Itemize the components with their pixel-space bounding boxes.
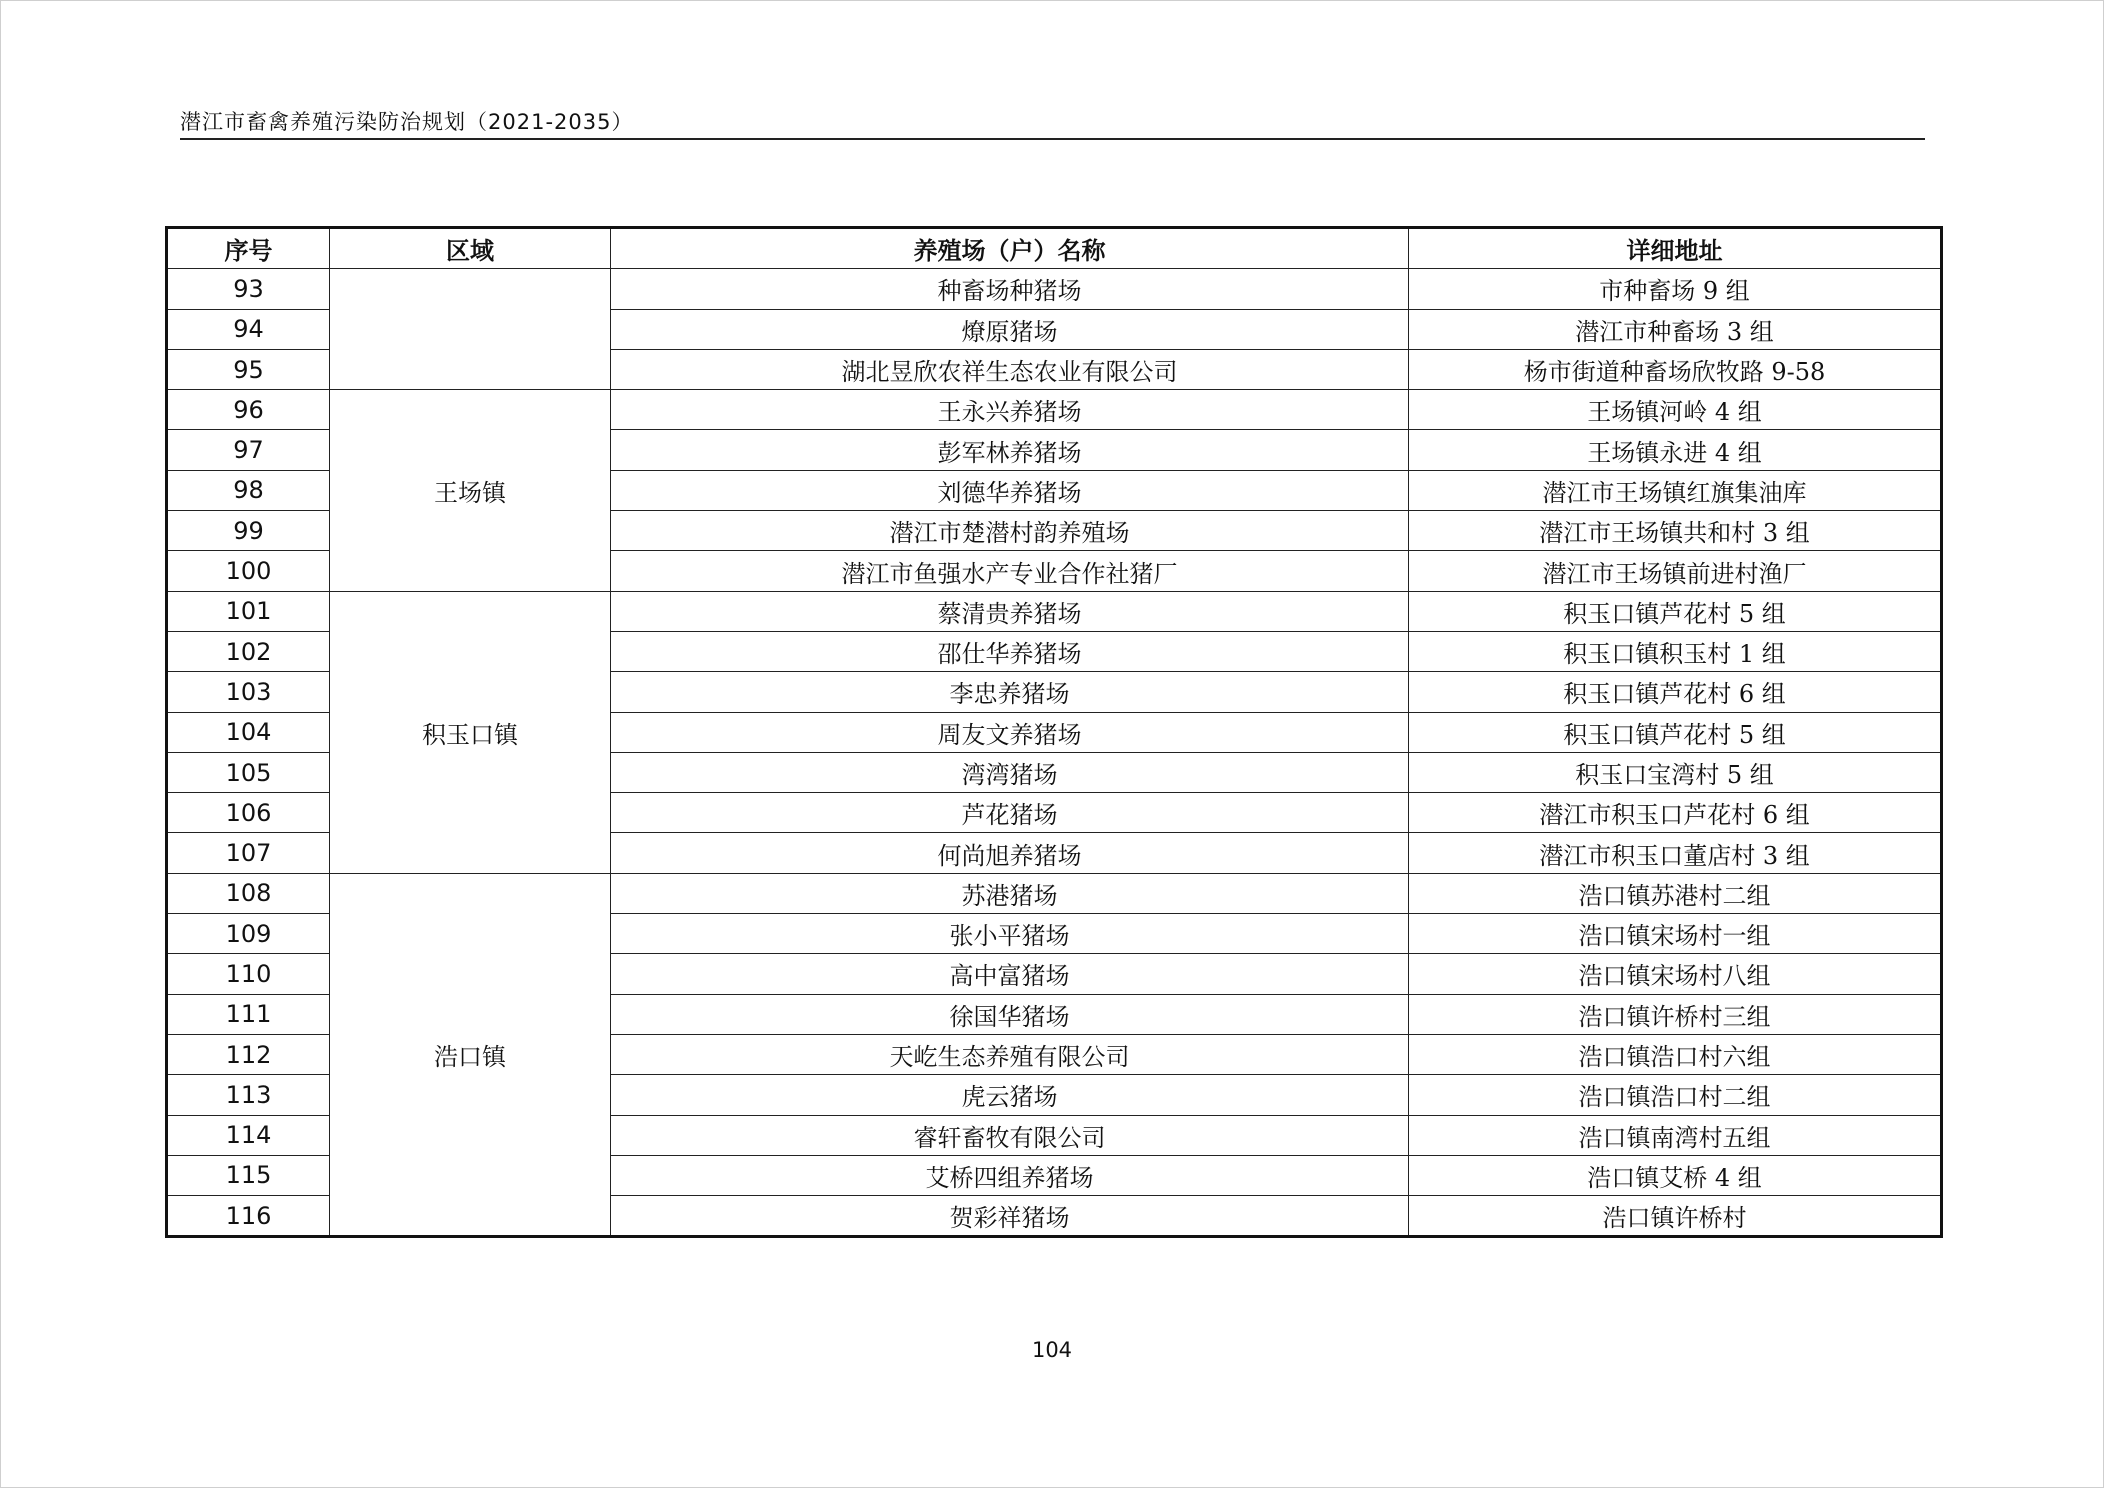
address-cell: 潜江市王场镇前进村渔厂 [1409, 551, 1942, 591]
row-number-cell: 99 [167, 511, 330, 551]
table-row [167, 269, 1942, 309]
table-body [167, 269, 1942, 1237]
address-cell: 积玉口宝湾村 5 组 [1409, 752, 1942, 792]
farm-name-cell: 周友文养猪场 [611, 712, 1409, 752]
row-number-cell: 96 [167, 390, 330, 430]
row-number-cell: 105 [167, 752, 330, 792]
row-number-cell: 115 [167, 1155, 330, 1195]
region-cell [330, 269, 611, 390]
address-cell: 浩口镇宋场村八组 [1409, 954, 1942, 994]
farm-name-cell: 睿轩畜牧有限公司 [611, 1115, 1409, 1155]
farm-name-cell: 湾湾猪场 [611, 752, 1409, 792]
address-cell: 潜江市积玉口芦花村 6 组 [1409, 793, 1942, 833]
farm-name-cell: 潜江市楚潜村韵养殖场 [611, 511, 1409, 551]
farm-name-cell: 贺彩祥猪场 [611, 1196, 1409, 1237]
farm-name-cell: 高中富猪场 [611, 954, 1409, 994]
column-header-region: 区域 [330, 228, 611, 269]
table-row [167, 873, 1942, 913]
farm-name-cell: 潜江市鱼强水产专业合作社猪厂 [611, 551, 1409, 591]
address-cell: 潜江市王场镇红旗集油库 [1409, 470, 1942, 510]
row-number-cell: 100 [167, 551, 330, 591]
row-number-cell: 108 [167, 873, 330, 913]
address-cell: 积玉口镇芦花村 6 组 [1409, 672, 1942, 712]
address-cell: 积玉口镇芦花村 5 组 [1409, 591, 1942, 631]
farm-table [165, 226, 1943, 1238]
row-number-cell: 111 [167, 994, 330, 1034]
table-row [167, 390, 1942, 430]
address-cell: 王场镇河岭 4 组 [1409, 390, 1942, 430]
address-cell: 市种畜场 9 组 [1409, 269, 1942, 309]
address-cell: 浩口镇许桥村三组 [1409, 994, 1942, 1034]
column-header-address: 详细地址 [1409, 228, 1942, 269]
farm-name-cell: 王永兴养猪场 [611, 390, 1409, 430]
row-number-cell: 106 [167, 793, 330, 833]
row-number-cell: 102 [167, 631, 330, 671]
region-cell: 王场镇 [330, 390, 611, 591]
column-header-name: 养殖场（户）名称 [611, 228, 1409, 269]
address-cell: 潜江市积玉口董店村 3 组 [1409, 833, 1942, 873]
row-number-cell: 114 [167, 1115, 330, 1155]
farm-name-cell: 天屹生态养殖有限公司 [611, 1034, 1409, 1074]
address-cell: 浩口镇苏港村二组 [1409, 873, 1942, 913]
row-number-cell: 103 [167, 672, 330, 712]
address-cell: 王场镇永进 4 组 [1409, 430, 1942, 470]
farm-name-cell: 燎原猪场 [611, 309, 1409, 349]
farm-name-cell: 邵仕华养猪场 [611, 631, 1409, 671]
document-title: 潜江市畜禽养殖污染防治规划（2021-2035） [180, 110, 634, 134]
table-header-row [167, 228, 1942, 269]
farm-name-cell: 艾桥四组养猪场 [611, 1155, 1409, 1195]
row-number-cell: 107 [167, 833, 330, 873]
address-cell: 浩口镇许桥村 [1409, 1196, 1942, 1237]
table-row [167, 591, 1942, 631]
address-cell: 浩口镇浩口村六组 [1409, 1034, 1942, 1074]
column-header-no: 序号 [167, 228, 330, 269]
address-cell: 浩口镇南湾村五组 [1409, 1115, 1942, 1155]
address-cell: 杨市街道种畜场欣牧路 9-58 [1409, 349, 1942, 389]
row-number-cell: 112 [167, 1034, 330, 1074]
address-cell: 积玉口镇芦花村 5 组 [1409, 712, 1942, 752]
address-cell: 浩口镇宋场村一组 [1409, 914, 1942, 954]
farm-name-cell: 虎云猪场 [611, 1075, 1409, 1115]
farm-name-cell: 苏港猪场 [611, 873, 1409, 913]
row-number-cell: 98 [167, 470, 330, 510]
farm-name-cell: 刘德华养猪场 [611, 470, 1409, 510]
region-cell: 积玉口镇 [330, 591, 611, 873]
farm-name-cell: 种畜场种猪场 [611, 269, 1409, 309]
page-number: 104 [1031, 1338, 1073, 1362]
farm-name-cell: 何尚旭养猪场 [611, 833, 1409, 873]
farm-name-cell: 湖北昱欣农祥生态农业有限公司 [611, 349, 1409, 389]
row-number-cell: 104 [167, 712, 330, 752]
address-cell: 积玉口镇积玉村 1 组 [1409, 631, 1942, 671]
farm-name-cell: 徐国华猪场 [611, 994, 1409, 1034]
row-number-cell: 95 [167, 349, 330, 389]
address-cell: 潜江市种畜场 3 组 [1409, 309, 1942, 349]
farm-name-cell: 张小平猪场 [611, 914, 1409, 954]
farm-name-cell: 蔡清贵养猪场 [611, 591, 1409, 631]
farm-name-cell: 李忠养猪场 [611, 672, 1409, 712]
row-number-cell: 116 [167, 1196, 330, 1237]
row-number-cell: 93 [167, 269, 330, 309]
region-cell: 浩口镇 [330, 873, 611, 1237]
row-number-cell: 101 [167, 591, 330, 631]
farm-name-cell: 芦花猪场 [611, 793, 1409, 833]
document-header [180, 104, 1925, 140]
farm-name-cell: 彭军林养猪场 [611, 430, 1409, 470]
address-cell: 浩口镇浩口村二组 [1409, 1075, 1942, 1115]
address-cell: 浩口镇艾桥 4 组 [1409, 1155, 1942, 1195]
row-number-cell: 97 [167, 430, 330, 470]
row-number-cell: 110 [167, 954, 330, 994]
row-number-cell: 109 [167, 914, 330, 954]
address-cell: 潜江市王场镇共和村 3 组 [1409, 511, 1942, 551]
row-number-cell: 94 [167, 309, 330, 349]
row-number-cell: 113 [167, 1075, 330, 1115]
